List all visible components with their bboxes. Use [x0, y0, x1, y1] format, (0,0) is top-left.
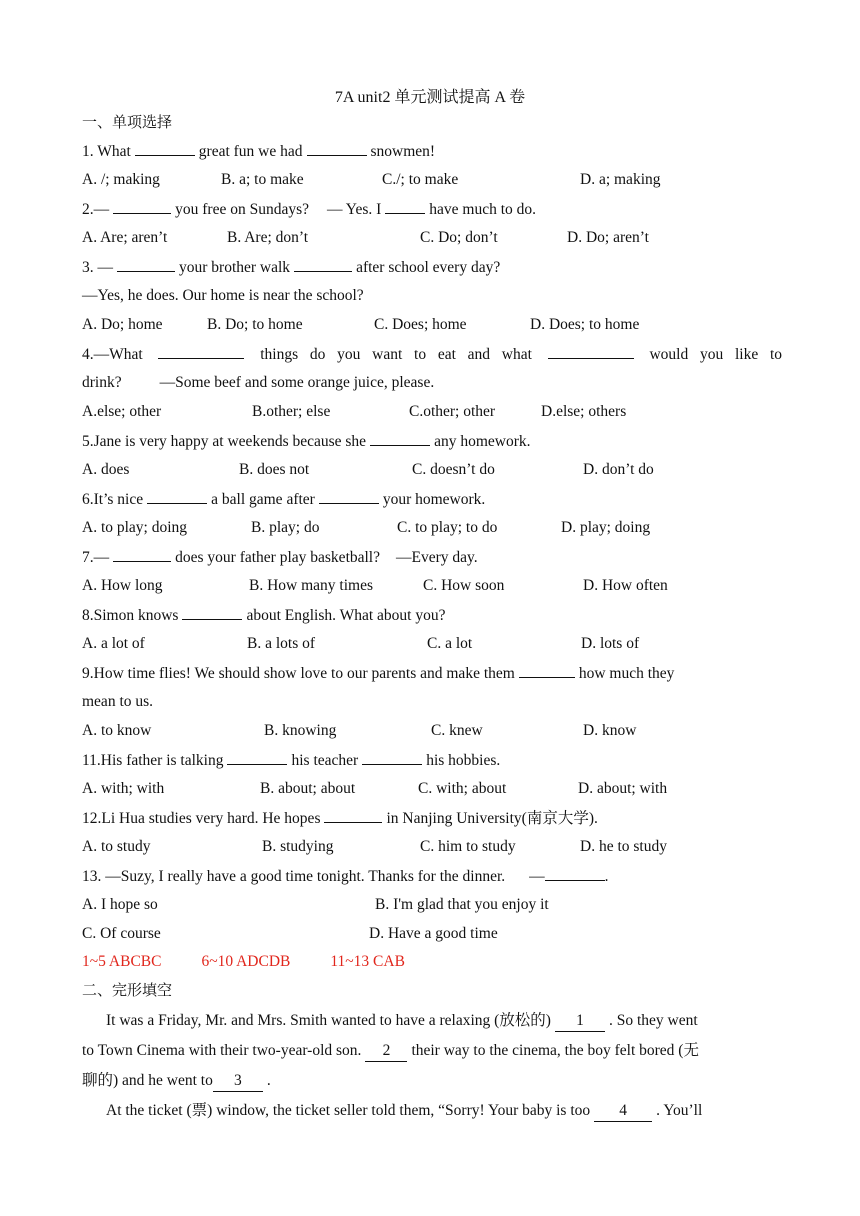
- question-3: 3. — your brother walk after school every day?: [82, 259, 501, 276]
- question-13: 13. —Suzy, I really have a good time tonight. Thanks for the dinner. — .: [82, 868, 609, 885]
- question-9-continued: mean to us.: [82, 693, 154, 710]
- question-4: 4.—What things do you want to eat and what would you like to: [82, 346, 783, 363]
- section-heading-cloze: 二、完形填空: [82, 981, 173, 999]
- question-11: 11.His father is talking his teacher his hobbies.: [82, 752, 501, 769]
- document-page: 7A unit2 单元测试提高 A 卷 一、单项选择 1. What great fun we had snowmen! A. /; making B. a; to make C./; to make D. a; making 2.— you free on Sundays? — Yes. I have much to do. A. Are; aren’t B. Are; don’t C. Do; don’t D. Do; aren’t 3. — your brother walk after school every day? —Yes, he does. Our home is near the school? A. Do; home B. Do; to home C. Does; home D. Does; to home 4.—What things do you want to eat and what would you like to drink? —Some beef and some orange juice, please. A.else; other B.other; else C.other; other D.else; others 5.Jane is very happy at weekends because she any homework. A. does B. does not C. doesn’t do D. don’t do 6.It’s nice a ball game after your homework. A. to play; doing B. play; do C. to play; to do D. play; doing 7.— does your father play basketball? —Every day. A. How long B. How many times C. How soon D. How often 8.Simon knows about English. What about you? A. a lot of B. a lots of C. a lot D. lots of 9.How time flies! We should show love to our parents and make them how much they mean to us. A. to know B. knowing C. knew D. know 11.His father is talking his teacher his hobbies. A. with; with B. about; about C. with; about D. about; with 12.Li Hua studies very hard. He hopes in Nanjing University(南京大学). A. to study B. studying C. him to study D. he to study 13. —Suzy, I really have a good time tonight. Thanks for the dinner. — . A. I hope so B. I'm glad that you enjoy it C. Of course D. Have a good time 1~5 ABCBC 6~10 ADCDB 11~13 CAB 二、完形填空 It was a Friday, Mr. and Mrs. Smith wanted to have a relaxing (放松的) 1 . So they went to Town Cinema with their two-year-old son. 2 their way to the cinema, the boy felt bored (无 聊的) and he went to 3 . At the ticket (票) window, the ticket seller told them, “Sorry! Your baby is too 4 . You’ll: [0, 0, 860, 1216]
- cloze-line-1: It was a Friday, Mr. and Mrs. Smith wanted to have a relaxing (放松的) 1 . So they went: [106, 1011, 780, 1032]
- page-title: 7A unit2 单元测试提高 A 卷: [334, 89, 526, 106]
- answer-key: [82, 952, 782, 972]
- cloze-line-4: At the ticket (票) window, the ticket seller told them, “Sorry! Your baby is too 4 . You’ll: [106, 1101, 780, 1122]
- question-4-response: drink? —Some beef and some orange juice, please.: [82, 374, 435, 391]
- answer-group-3: 11~13 CAB: [330, 953, 405, 970]
- question-1: 1. What great fun we had snowmen!: [82, 143, 436, 160]
- question-3-response: —Yes, he does. Our home is near the school?: [82, 287, 364, 304]
- answer-group-1: 1~5 ABCBC: [82, 953, 162, 970]
- question-5: 5.Jane is very happy at weekends because she any homework.: [82, 433, 531, 450]
- question-2: 2.— you free on Sundays? — Yes. I have much to do.: [82, 201, 537, 218]
- question-9: 9.How time flies! We should show love to our parents and make them how much they: [82, 665, 675, 682]
- question-12: 12.Li Hua studies very hard. He hopes in Nanjing University(南京大学).: [82, 810, 598, 827]
- question-6: 6.It’s nice a ball game after your homework.: [82, 491, 486, 508]
- question-8: 8.Simon knows about English. What about you?: [82, 607, 446, 624]
- question-7: 7.— does your father play basketball? —Every day.: [82, 549, 478, 566]
- cloze-line-3: 聊的) and he went to 3 .: [82, 1071, 782, 1092]
- cloze-line-2: to Town Cinema with their two-year-old son. 2 their way to the cinema, the boy felt bored (无: [82, 1041, 782, 1062]
- section-heading-choice: 一、单项选择: [82, 113, 173, 131]
- answer-group-2: 6~10 ADCDB: [201, 953, 291, 970]
